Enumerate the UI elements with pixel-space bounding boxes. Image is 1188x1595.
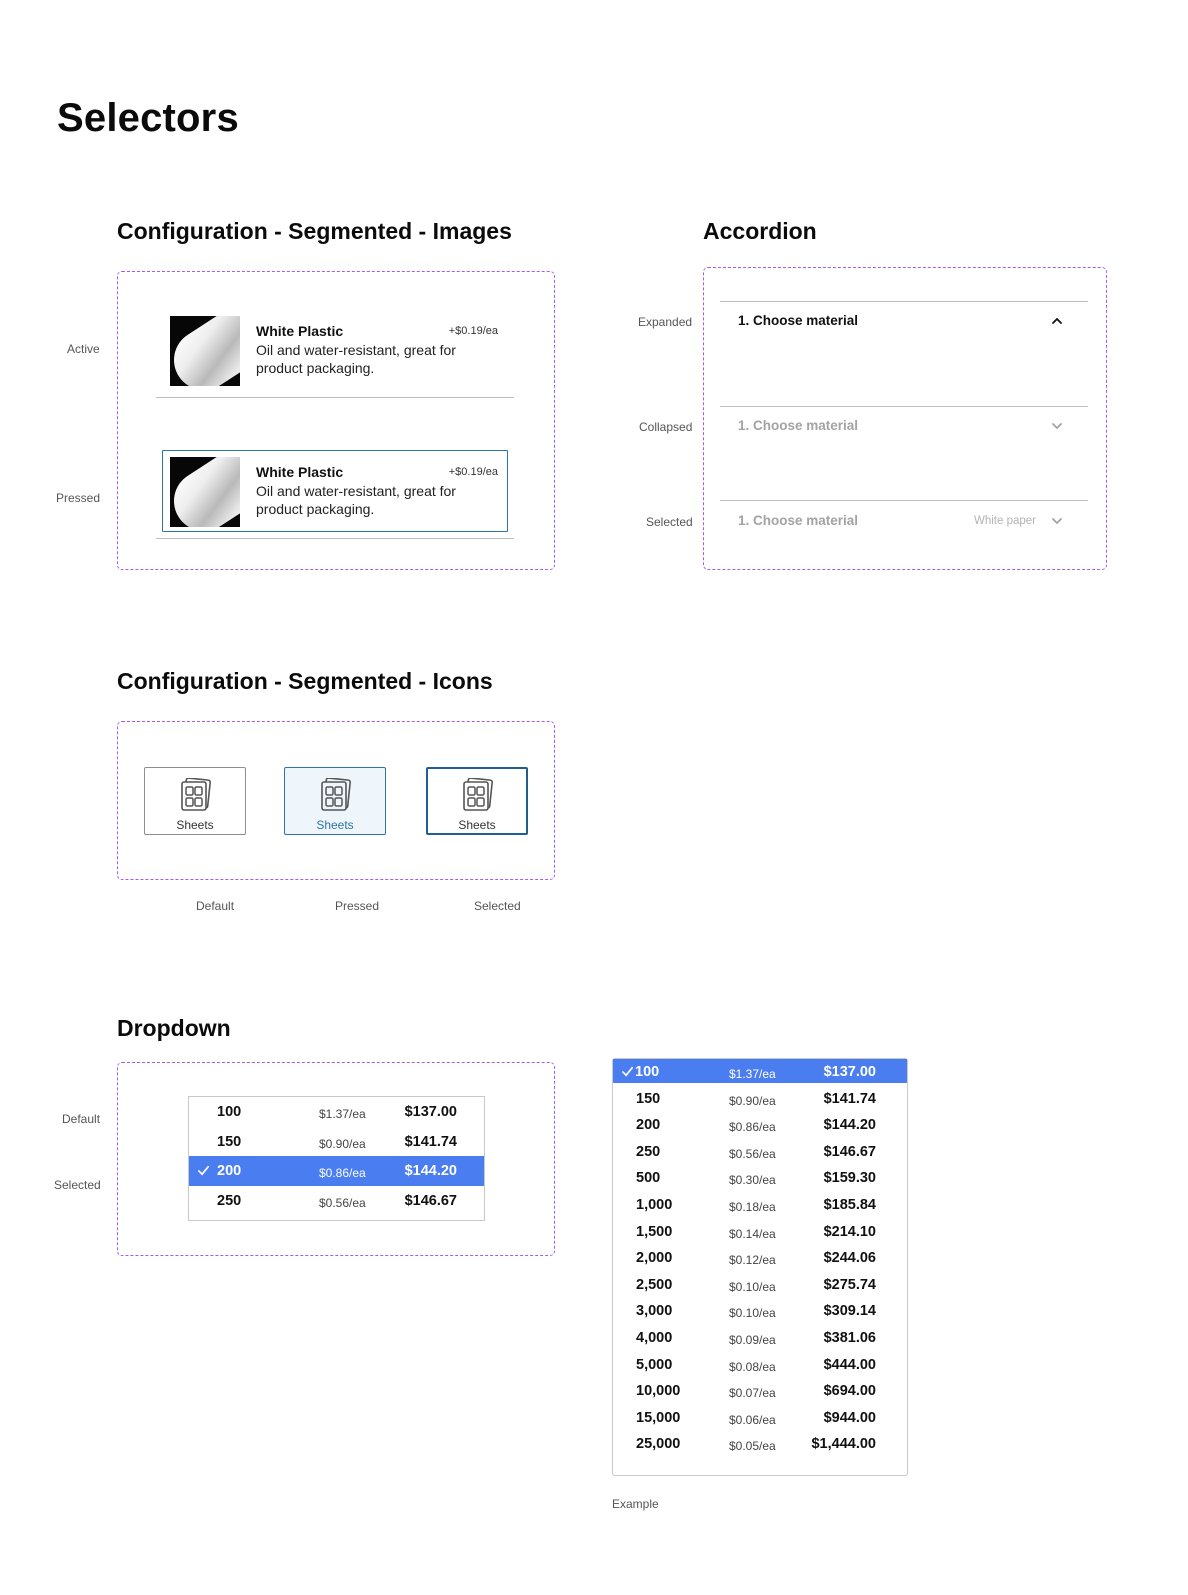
option-quantity: 500 bbox=[636, 1170, 661, 1187]
option-total-price: $244.06 bbox=[823, 1250, 876, 1267]
option-total-price: $159.30 bbox=[823, 1170, 876, 1187]
option-total-price: $144.20 bbox=[404, 1163, 457, 1179]
option-unit-price: $0.56/ea bbox=[319, 1195, 366, 1210]
state-label-selected: Selected bbox=[646, 515, 693, 529]
state-label-default: Default bbox=[196, 899, 235, 913]
option-quantity: 15,000 bbox=[636, 1409, 681, 1426]
accordion-item-title: 1. Choose material bbox=[738, 513, 859, 528]
option-quantity: 200 bbox=[636, 1117, 661, 1134]
accordion-selected-value: White paper bbox=[973, 515, 1036, 527]
option-unit-price: $0.10/ea bbox=[729, 1279, 776, 1294]
white-plastic-image bbox=[170, 316, 240, 386]
dropdown-title: Dropdown bbox=[117, 1015, 231, 1041]
state-label-selected: Selected bbox=[474, 899, 521, 913]
white-plastic-image bbox=[170, 457, 240, 527]
option-unit-price: $0.10/ea bbox=[729, 1306, 776, 1321]
dropdown-option[interactable] bbox=[613, 1192, 907, 1219]
dropdown-option[interactable] bbox=[613, 1245, 907, 1272]
option-quantity: 100 bbox=[635, 1064, 660, 1080]
accordion-divider bbox=[720, 500, 1088, 501]
segmented-images-title: Configuration - Segmented - Images bbox=[117, 218, 512, 244]
option-divider bbox=[156, 397, 514, 398]
dropdown-option[interactable] bbox=[189, 1097, 484, 1127]
dropdown-option[interactable] bbox=[613, 1405, 907, 1432]
material-option-active[interactable] bbox=[156, 316, 514, 388]
option-description: Oil and water-resistant, great for product packaging. bbox=[256, 483, 456, 517]
option-name: White Plastic bbox=[256, 464, 344, 480]
option-name: White Plastic bbox=[256, 323, 344, 339]
option-price: +$0.19/ea bbox=[448, 466, 498, 478]
option-price: +$0.19/ea bbox=[448, 325, 498, 337]
option-unit-price: $0.18/ea bbox=[729, 1199, 776, 1214]
accordion-item-selected[interactable] bbox=[738, 511, 1078, 531]
state-label-collapsed: Collapsed bbox=[639, 420, 693, 434]
state-label-pressed: Pressed bbox=[56, 491, 101, 505]
state-label-expanded: Expanded bbox=[638, 315, 693, 329]
option-unit-price: $0.08/ea bbox=[729, 1359, 776, 1374]
dropdown-option[interactable] bbox=[189, 1156, 484, 1186]
option-total-price: $944.00 bbox=[823, 1409, 876, 1426]
option-unit-price: $0.14/ea bbox=[729, 1226, 776, 1241]
check-icon bbox=[621, 1065, 634, 1078]
sheets-icon bbox=[180, 778, 212, 812]
dropdown-option[interactable] bbox=[613, 1325, 907, 1352]
option-unit-price: $1.37/ea bbox=[319, 1107, 366, 1121]
option-total-price: $381.06 bbox=[823, 1329, 876, 1346]
option-quantity: 150 bbox=[217, 1133, 242, 1150]
option-quantity: 4,000 bbox=[636, 1329, 673, 1346]
option-unit-price: $0.86/ea bbox=[319, 1166, 366, 1180]
dropdown-option[interactable] bbox=[613, 1219, 907, 1246]
segmented-icons-frame bbox=[117, 721, 555, 880]
accordion-item-title: 1. Choose material bbox=[738, 313, 859, 328]
option-description: Oil and water-resistant, great for product packaging. bbox=[256, 342, 456, 376]
dropdown-option[interactable] bbox=[613, 1112, 907, 1139]
dropdown-option[interactable] bbox=[189, 1127, 484, 1157]
option-total-price: $1,444.00 bbox=[811, 1436, 876, 1453]
option-total-price: $694.00 bbox=[823, 1383, 876, 1400]
option-total-price: $144.20 bbox=[823, 1117, 876, 1134]
dropdown-option[interactable] bbox=[613, 1378, 907, 1405]
option-divider bbox=[156, 538, 514, 539]
dropdown-frame bbox=[117, 1062, 555, 1256]
chevron-up-icon bbox=[1050, 314, 1064, 328]
option-quantity: 25,000 bbox=[636, 1436, 681, 1453]
option-unit-price: $0.06/ea bbox=[729, 1412, 776, 1427]
option-quantity: 250 bbox=[217, 1192, 242, 1209]
example-label: Example bbox=[612, 1497, 659, 1511]
sheets-icon bbox=[320, 778, 352, 812]
option-unit-price: $0.56/ea bbox=[729, 1146, 776, 1161]
quantity-dropdown[interactable] bbox=[188, 1096, 485, 1221]
option-unit-price: $0.07/ea bbox=[729, 1386, 776, 1401]
option-total-price: $309.14 bbox=[823, 1303, 876, 1320]
option-total-price: $141.74 bbox=[404, 1133, 457, 1150]
segmented-images-frame bbox=[117, 271, 555, 570]
option-quantity: 2,000 bbox=[636, 1250, 673, 1267]
dropdown-option[interactable] bbox=[613, 1272, 907, 1299]
option-quantity: 2,500 bbox=[636, 1276, 673, 1293]
state-label-selected: Selected bbox=[54, 1178, 101, 1192]
dropdown-option[interactable] bbox=[613, 1165, 907, 1192]
segmented-icons-title: Configuration - Segmented - Icons bbox=[117, 668, 493, 694]
option-quantity: 1,000 bbox=[636, 1196, 673, 1213]
tile-label: Sheets bbox=[176, 818, 214, 832]
accordion-item-collapsed[interactable] bbox=[738, 416, 1078, 436]
dropdown-option[interactable] bbox=[613, 1298, 907, 1325]
option-unit-price: $0.86/ea bbox=[729, 1120, 776, 1135]
accordion-title: Accordion bbox=[703, 218, 817, 244]
accordion-divider bbox=[720, 301, 1088, 302]
option-total-price: $141.74 bbox=[823, 1090, 876, 1107]
state-label-active: Active bbox=[67, 342, 100, 356]
dropdown-option[interactable] bbox=[613, 1059, 907, 1083]
state-label-pressed: Pressed bbox=[335, 899, 380, 913]
option-total-price: $214.10 bbox=[823, 1223, 876, 1240]
dropdown-option[interactable] bbox=[613, 1352, 907, 1379]
option-total-price: $146.67 bbox=[823, 1143, 876, 1160]
dropdown-option[interactable] bbox=[613, 1086, 907, 1113]
check-icon bbox=[197, 1164, 210, 1177]
dropdown-option[interactable] bbox=[613, 1139, 907, 1166]
page-title: Selectors bbox=[57, 96, 239, 140]
option-unit-price: $0.90/ea bbox=[729, 1093, 776, 1108]
sheets-tile-selected[interactable] bbox=[426, 767, 528, 835]
option-unit-price: $0.12/ea bbox=[729, 1253, 776, 1268]
option-quantity: 10,000 bbox=[636, 1383, 681, 1400]
option-quantity: 100 bbox=[217, 1104, 242, 1120]
option-total-price: $146.67 bbox=[404, 1192, 457, 1209]
material-option-pressed[interactable] bbox=[156, 457, 514, 529]
dropdown-option[interactable] bbox=[613, 1431, 907, 1458]
chevron-down-icon bbox=[1050, 514, 1064, 528]
accordion-divider bbox=[720, 406, 1088, 407]
option-total-price: $275.74 bbox=[823, 1276, 876, 1293]
option-total-price: $137.00 bbox=[823, 1064, 876, 1080]
option-unit-price: $0.09/ea bbox=[729, 1332, 776, 1347]
state-label-default: Default bbox=[62, 1112, 101, 1126]
option-total-price: $185.84 bbox=[823, 1196, 876, 1213]
dropdown-option[interactable] bbox=[189, 1186, 484, 1216]
accordion-item-title: 1. Choose material bbox=[738, 418, 859, 433]
option-total-price: $444.00 bbox=[823, 1356, 876, 1373]
option-quantity: 150 bbox=[636, 1090, 661, 1107]
chevron-down-icon bbox=[1050, 419, 1064, 433]
sheets-tile-pressed[interactable] bbox=[284, 767, 386, 835]
sheets-icon bbox=[462, 778, 494, 812]
option-unit-price: $0.30/ea bbox=[729, 1173, 776, 1188]
sheets-tile-default[interactable] bbox=[144, 767, 246, 835]
option-total-price: $137.00 bbox=[404, 1104, 457, 1120]
option-unit-price: $0.90/ea bbox=[319, 1136, 366, 1151]
tile-label: Sheets bbox=[458, 818, 496, 832]
option-unit-price: $1.37/ea bbox=[729, 1067, 776, 1081]
accordion-frame bbox=[703, 267, 1107, 570]
option-quantity: 1,500 bbox=[636, 1223, 673, 1240]
quantity-dropdown-example[interactable] bbox=[612, 1058, 908, 1476]
option-quantity: 3,000 bbox=[636, 1303, 673, 1320]
tile-label: Sheets bbox=[316, 818, 354, 832]
option-quantity: 5,000 bbox=[636, 1356, 673, 1373]
option-unit-price: $0.05/ea bbox=[729, 1439, 776, 1454]
option-quantity: 250 bbox=[636, 1143, 661, 1160]
accordion-item-expanded[interactable] bbox=[738, 311, 1078, 331]
option-quantity: 200 bbox=[217, 1163, 242, 1179]
